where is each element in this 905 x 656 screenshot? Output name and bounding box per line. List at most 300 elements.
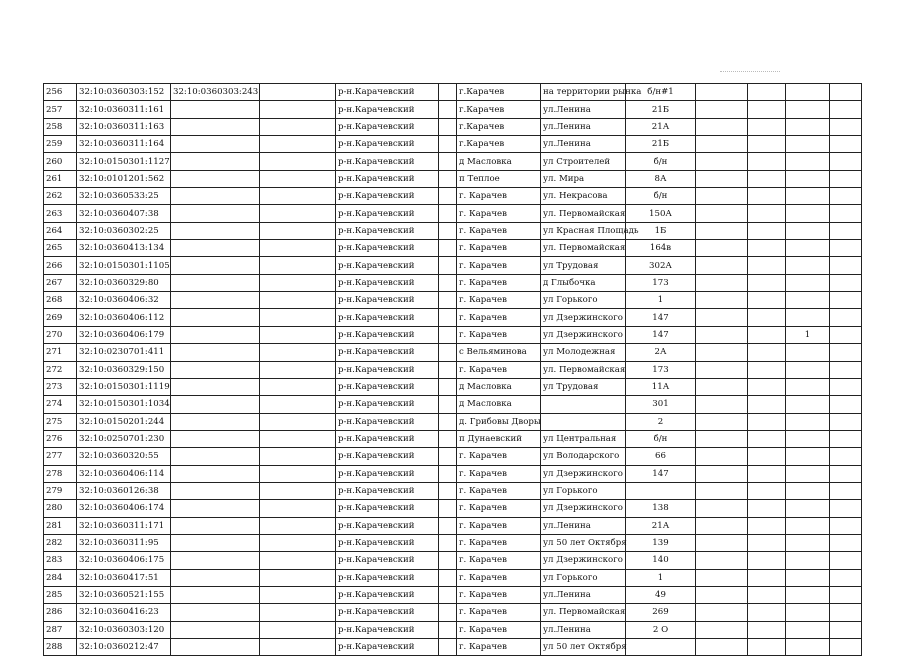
table-row bbox=[44, 517, 862, 534]
count-cell bbox=[786, 621, 830, 638]
empty-cell bbox=[748, 205, 786, 222]
street-cell: ул Володарского bbox=[541, 448, 626, 465]
empty-cell bbox=[748, 101, 786, 118]
house-number-cell: б/н#1 bbox=[626, 84, 696, 101]
table-row bbox=[44, 205, 862, 222]
empty-cell bbox=[748, 136, 786, 153]
row-number-cell: 266 bbox=[44, 257, 77, 274]
empty-cell bbox=[696, 136, 748, 153]
empty-cell bbox=[260, 274, 336, 291]
row-number-cell: 282 bbox=[44, 534, 77, 551]
cadastral-number-cell: 32:10:0360406:112 bbox=[77, 309, 171, 326]
house-number-cell: б/н bbox=[626, 153, 696, 170]
settlement-cell: г. Карачев bbox=[457, 534, 541, 551]
settlement-cell: д Масловка bbox=[457, 396, 541, 413]
table-row bbox=[44, 101, 862, 118]
street-cell: ул.Ленина bbox=[541, 118, 626, 135]
row-number-cell: 258 bbox=[44, 118, 77, 135]
settlement-cell: с Вельяминова bbox=[457, 344, 541, 361]
cadastral-number-cell: 32:10:0230701:411 bbox=[77, 344, 171, 361]
empty-cell bbox=[260, 188, 336, 205]
empty-cell bbox=[830, 465, 862, 482]
empty-cell bbox=[696, 257, 748, 274]
empty-cell bbox=[830, 361, 862, 378]
empty-cell bbox=[696, 604, 748, 621]
empty-cell bbox=[439, 396, 457, 413]
linked-cadastral-number-cell bbox=[171, 292, 260, 309]
count-cell bbox=[786, 274, 830, 291]
house-number-cell: 49 bbox=[626, 586, 696, 603]
district-cell: р-н.Карачевский bbox=[336, 205, 439, 222]
table-row bbox=[44, 552, 862, 569]
row-number-cell: 269 bbox=[44, 309, 77, 326]
cadastral-number-cell: 32:10:0360302:25 bbox=[77, 222, 171, 239]
empty-cell bbox=[696, 465, 748, 482]
empty-cell bbox=[830, 274, 862, 291]
row-number-cell: 278 bbox=[44, 465, 77, 482]
district-cell: р-н.Карачевский bbox=[336, 569, 439, 586]
table-row bbox=[44, 586, 862, 603]
linked-cadastral-number-cell bbox=[171, 396, 260, 413]
district-cell: р-н.Карачевский bbox=[336, 326, 439, 343]
district-cell: р-н.Карачевский bbox=[336, 500, 439, 517]
count-cell bbox=[786, 430, 830, 447]
empty-cell bbox=[830, 136, 862, 153]
cadastral-number-cell: 32:10:0360311:171 bbox=[77, 517, 171, 534]
settlement-cell: г. Карачев bbox=[457, 586, 541, 603]
empty-cell bbox=[830, 292, 862, 309]
count-cell bbox=[786, 500, 830, 517]
empty-cell bbox=[830, 205, 862, 222]
street-cell: ул. Первомайская bbox=[541, 240, 626, 257]
linked-cadastral-number-cell bbox=[171, 586, 260, 603]
empty-cell bbox=[439, 153, 457, 170]
empty-cell bbox=[748, 378, 786, 395]
cadastral-number-cell: 32:10:0360521:155 bbox=[77, 586, 171, 603]
empty-cell bbox=[439, 500, 457, 517]
empty-cell bbox=[830, 621, 862, 638]
empty-cell bbox=[439, 292, 457, 309]
house-number-cell: 269 bbox=[626, 604, 696, 621]
linked-cadastral-number-cell bbox=[171, 170, 260, 187]
row-number-cell: 281 bbox=[44, 517, 77, 534]
empty-cell bbox=[696, 101, 748, 118]
empty-cell bbox=[830, 639, 862, 656]
empty-cell bbox=[260, 361, 336, 378]
empty-cell bbox=[260, 639, 336, 656]
row-number-cell: 277 bbox=[44, 448, 77, 465]
empty-cell bbox=[439, 413, 457, 430]
cadastral-number-cell: 32:10:0360320:55 bbox=[77, 448, 171, 465]
house-number-cell: 147 bbox=[626, 326, 696, 343]
empty-cell bbox=[696, 534, 748, 551]
settlement-cell: г.Карачев bbox=[457, 118, 541, 135]
empty-cell bbox=[260, 153, 336, 170]
empty-cell bbox=[260, 378, 336, 395]
row-number-cell: 272 bbox=[44, 361, 77, 378]
empty-cell bbox=[830, 552, 862, 569]
linked-cadastral-number-cell bbox=[171, 448, 260, 465]
table-row bbox=[44, 500, 862, 517]
cadastral-number-cell: 32:10:0101201:562 bbox=[77, 170, 171, 187]
empty-cell bbox=[439, 205, 457, 222]
cadastral-number-cell: 32:10:0360407:38 bbox=[77, 205, 171, 222]
empty-cell bbox=[439, 240, 457, 257]
house-number-cell: 21А bbox=[626, 118, 696, 135]
cadastral-number-cell: 32:10:0360406:114 bbox=[77, 465, 171, 482]
count-cell bbox=[786, 101, 830, 118]
cadastral-number-cell: 32:10:0150301:1034 bbox=[77, 396, 171, 413]
empty-cell bbox=[439, 378, 457, 395]
linked-cadastral-number-cell bbox=[171, 309, 260, 326]
count-cell: 1 bbox=[786, 326, 830, 343]
row-number-cell: 286 bbox=[44, 604, 77, 621]
cadastral-number-cell: 32:10:0360406:174 bbox=[77, 500, 171, 517]
empty-cell bbox=[830, 413, 862, 430]
street-cell: ул 50 лет Октября bbox=[541, 534, 626, 551]
empty-cell bbox=[696, 621, 748, 638]
empty-cell bbox=[260, 482, 336, 499]
empty-cell bbox=[696, 361, 748, 378]
empty-cell bbox=[260, 430, 336, 447]
count-cell bbox=[786, 465, 830, 482]
count-cell bbox=[786, 84, 830, 101]
table-row bbox=[44, 84, 862, 101]
cadastral-number-cell: 32:10:0360311:163 bbox=[77, 118, 171, 135]
district-cell: р-н.Карачевский bbox=[336, 465, 439, 482]
cadastral-number-cell: 32:10:0360329:150 bbox=[77, 361, 171, 378]
table-row bbox=[44, 448, 862, 465]
street-cell: ул.Ленина bbox=[541, 621, 626, 638]
row-number-cell: 265 bbox=[44, 240, 77, 257]
empty-cell bbox=[260, 240, 336, 257]
table-row bbox=[44, 274, 862, 291]
district-cell: р-н.Карачевский bbox=[336, 222, 439, 239]
empty-cell bbox=[748, 621, 786, 638]
settlement-cell: г. Карачев bbox=[457, 465, 541, 482]
empty-cell bbox=[830, 534, 862, 551]
empty-cell bbox=[696, 84, 748, 101]
empty-cell bbox=[830, 188, 862, 205]
empty-cell bbox=[439, 482, 457, 499]
empty-cell bbox=[439, 448, 457, 465]
empty-cell bbox=[696, 344, 748, 361]
linked-cadastral-number-cell bbox=[171, 136, 260, 153]
settlement-cell: г. Карачев bbox=[457, 639, 541, 656]
count-cell bbox=[786, 448, 830, 465]
street-cell: ул Трудовая bbox=[541, 257, 626, 274]
empty-cell bbox=[439, 136, 457, 153]
row-number-cell: 264 bbox=[44, 222, 77, 239]
empty-cell bbox=[696, 240, 748, 257]
cadastral-number-cell: 32:10:0360416:23 bbox=[77, 604, 171, 621]
empty-cell bbox=[260, 604, 336, 621]
count-cell bbox=[786, 153, 830, 170]
settlement-cell: г. Карачев bbox=[457, 500, 541, 517]
empty-cell bbox=[748, 552, 786, 569]
linked-cadastral-number-cell bbox=[171, 153, 260, 170]
table-row bbox=[44, 396, 862, 413]
house-number-cell: б/н bbox=[626, 188, 696, 205]
district-cell: р-н.Карачевский bbox=[336, 482, 439, 499]
count-cell bbox=[786, 222, 830, 239]
street-cell: ул Дзержинского bbox=[541, 552, 626, 569]
house-number-cell: 147 bbox=[626, 309, 696, 326]
row-number-cell: 273 bbox=[44, 378, 77, 395]
scan-artifact-line bbox=[720, 71, 780, 72]
count-cell bbox=[786, 378, 830, 395]
count-cell bbox=[786, 136, 830, 153]
empty-cell bbox=[439, 344, 457, 361]
empty-cell bbox=[830, 153, 862, 170]
settlement-cell: г. Карачев bbox=[457, 188, 541, 205]
table-row bbox=[44, 413, 862, 430]
empty-cell bbox=[696, 448, 748, 465]
table-row bbox=[44, 309, 862, 326]
table-row bbox=[44, 188, 862, 205]
empty-cell bbox=[748, 309, 786, 326]
street-cell: д Глыбочка bbox=[541, 274, 626, 291]
district-cell: р-н.Карачевский bbox=[336, 240, 439, 257]
table-row bbox=[44, 344, 862, 361]
empty-cell bbox=[696, 188, 748, 205]
cadastral-number-cell: 32:10:0360406:32 bbox=[77, 292, 171, 309]
empty-cell bbox=[748, 292, 786, 309]
empty-cell bbox=[439, 517, 457, 534]
settlement-cell: г.Карачев bbox=[457, 84, 541, 101]
house-number-cell: 140 bbox=[626, 552, 696, 569]
empty-cell bbox=[830, 326, 862, 343]
cadastral-number-cell: 32:10:0360212:47 bbox=[77, 639, 171, 656]
settlement-cell: д. Грибовы Дворы bbox=[457, 413, 541, 430]
empty-cell bbox=[696, 292, 748, 309]
empty-cell bbox=[439, 222, 457, 239]
property-register-table bbox=[43, 83, 862, 656]
count-cell bbox=[786, 569, 830, 586]
empty-cell bbox=[260, 101, 336, 118]
empty-cell bbox=[260, 534, 336, 551]
empty-cell bbox=[260, 517, 336, 534]
district-cell: р-н.Карачевский bbox=[336, 101, 439, 118]
empty-cell bbox=[748, 448, 786, 465]
empty-cell bbox=[439, 639, 457, 656]
empty-cell bbox=[830, 430, 862, 447]
empty-cell bbox=[696, 309, 748, 326]
empty-cell bbox=[260, 621, 336, 638]
empty-cell bbox=[696, 274, 748, 291]
empty-cell bbox=[748, 222, 786, 239]
empty-cell bbox=[439, 170, 457, 187]
empty-cell bbox=[696, 482, 748, 499]
settlement-cell: г. Карачев bbox=[457, 309, 541, 326]
count-cell bbox=[786, 188, 830, 205]
street-cell bbox=[541, 413, 626, 430]
linked-cadastral-number-cell bbox=[171, 413, 260, 430]
house-number-cell: 150А bbox=[626, 205, 696, 222]
district-cell: р-н.Карачевский bbox=[336, 586, 439, 603]
table-body bbox=[44, 84, 862, 656]
empty-cell bbox=[439, 586, 457, 603]
empty-cell bbox=[830, 240, 862, 257]
empty-cell bbox=[260, 413, 336, 430]
empty-cell bbox=[830, 170, 862, 187]
table-row bbox=[44, 136, 862, 153]
street-cell: на территории рынка bbox=[541, 84, 626, 101]
empty-cell bbox=[439, 534, 457, 551]
linked-cadastral-number-cell bbox=[171, 188, 260, 205]
row-number-cell: 259 bbox=[44, 136, 77, 153]
settlement-cell: г. Карачев bbox=[457, 448, 541, 465]
row-number-cell: 271 bbox=[44, 344, 77, 361]
empty-cell bbox=[748, 326, 786, 343]
linked-cadastral-number-cell bbox=[171, 222, 260, 239]
row-number-cell: 270 bbox=[44, 326, 77, 343]
empty-cell bbox=[748, 639, 786, 656]
linked-cadastral-number-cell bbox=[171, 205, 260, 222]
district-cell: р-н.Карачевский bbox=[336, 552, 439, 569]
empty-cell bbox=[439, 84, 457, 101]
cadastral-number-cell: 32:10:0150301:1119 bbox=[77, 378, 171, 395]
empty-cell bbox=[696, 205, 748, 222]
count-cell bbox=[786, 170, 830, 187]
empty-cell bbox=[696, 170, 748, 187]
cadastral-number-cell: 32:10:0360413:134 bbox=[77, 240, 171, 257]
row-number-cell: 288 bbox=[44, 639, 77, 656]
settlement-cell: г. Карачев bbox=[457, 621, 541, 638]
empty-cell bbox=[830, 344, 862, 361]
table-row bbox=[44, 378, 862, 395]
house-number-cell: 2 bbox=[626, 413, 696, 430]
empty-cell bbox=[696, 396, 748, 413]
count-cell bbox=[786, 292, 830, 309]
settlement-cell: г. Карачев bbox=[457, 222, 541, 239]
house-number-cell: 21А bbox=[626, 517, 696, 534]
empty-cell bbox=[830, 569, 862, 586]
settlement-cell: г. Карачев bbox=[457, 326, 541, 343]
settlement-cell: г.Карачев bbox=[457, 101, 541, 118]
empty-cell bbox=[696, 378, 748, 395]
empty-cell bbox=[830, 396, 862, 413]
house-number-cell: 164в bbox=[626, 240, 696, 257]
row-number-cell: 257 bbox=[44, 101, 77, 118]
empty-cell bbox=[439, 361, 457, 378]
street-cell: ул Трудовая bbox=[541, 378, 626, 395]
empty-cell bbox=[830, 309, 862, 326]
empty-cell bbox=[439, 309, 457, 326]
house-number-cell: 66 bbox=[626, 448, 696, 465]
cadastral-number-cell: 32:10:0150301:1127 bbox=[77, 153, 171, 170]
cadastral-number-cell: 32:10:0360311:164 bbox=[77, 136, 171, 153]
empty-cell bbox=[696, 413, 748, 430]
linked-cadastral-number-cell bbox=[171, 639, 260, 656]
row-number-cell: 263 bbox=[44, 205, 77, 222]
district-cell: р-н.Карачевский bbox=[336, 430, 439, 447]
house-number-cell: 8А bbox=[626, 170, 696, 187]
house-number-cell: 147 bbox=[626, 465, 696, 482]
row-number-cell: 284 bbox=[44, 569, 77, 586]
linked-cadastral-number-cell bbox=[171, 621, 260, 638]
count-cell bbox=[786, 257, 830, 274]
empty-cell bbox=[830, 482, 862, 499]
street-cell: ул. Некрасова bbox=[541, 188, 626, 205]
cadastral-number-cell: 32:10:0360303:120 bbox=[77, 621, 171, 638]
count-cell bbox=[786, 396, 830, 413]
district-cell: р-н.Карачевский bbox=[336, 361, 439, 378]
row-number-cell: 256 bbox=[44, 84, 77, 101]
empty-cell bbox=[748, 257, 786, 274]
house-number-cell: 21Б bbox=[626, 136, 696, 153]
cadastral-number-cell: 32:10:0360311:161 bbox=[77, 101, 171, 118]
house-number-cell: 301 bbox=[626, 396, 696, 413]
row-number-cell: 262 bbox=[44, 188, 77, 205]
house-number-cell: 21Б bbox=[626, 101, 696, 118]
empty-cell bbox=[696, 569, 748, 586]
house-number-cell: 1 bbox=[626, 569, 696, 586]
empty-cell bbox=[260, 396, 336, 413]
street-cell: ул.Ленина bbox=[541, 136, 626, 153]
empty-cell bbox=[748, 188, 786, 205]
street-cell: ул. Первомайская bbox=[541, 205, 626, 222]
empty-cell bbox=[748, 84, 786, 101]
empty-cell bbox=[830, 257, 862, 274]
settlement-cell: п Теплое bbox=[457, 170, 541, 187]
empty-cell bbox=[260, 205, 336, 222]
district-cell: р-н.Карачевский bbox=[336, 188, 439, 205]
count-cell bbox=[786, 517, 830, 534]
settlement-cell: г. Карачев bbox=[457, 240, 541, 257]
house-number-cell: б/н bbox=[626, 430, 696, 447]
cadastral-number-cell: 32:10:0360126:38 bbox=[77, 482, 171, 499]
linked-cadastral-number-cell bbox=[171, 274, 260, 291]
table-row bbox=[44, 153, 862, 170]
count-cell bbox=[786, 639, 830, 656]
empty-cell bbox=[696, 118, 748, 135]
linked-cadastral-number-cell bbox=[171, 101, 260, 118]
street-cell: ул Горького bbox=[541, 482, 626, 499]
street-cell: ул. Первомайская bbox=[541, 604, 626, 621]
empty-cell bbox=[439, 604, 457, 621]
district-cell: р-н.Карачевский bbox=[336, 136, 439, 153]
street-cell: ул 50 лет Октября bbox=[541, 639, 626, 656]
count-cell bbox=[786, 309, 830, 326]
table-row bbox=[44, 569, 862, 586]
empty-cell bbox=[439, 326, 457, 343]
count-cell bbox=[786, 586, 830, 603]
street-cell: ул Дзержинского bbox=[541, 465, 626, 482]
count-cell bbox=[786, 604, 830, 621]
street-cell: ул Дзержинского bbox=[541, 309, 626, 326]
linked-cadastral-number-cell bbox=[171, 534, 260, 551]
street-cell: ул.Ленина bbox=[541, 101, 626, 118]
empty-cell bbox=[439, 257, 457, 274]
linked-cadastral-number-cell bbox=[171, 465, 260, 482]
table-row bbox=[44, 465, 862, 482]
district-cell: р-н.Карачевский bbox=[336, 413, 439, 430]
row-number-cell: 260 bbox=[44, 153, 77, 170]
linked-cadastral-number-cell bbox=[171, 500, 260, 517]
district-cell: р-н.Карачевский bbox=[336, 118, 439, 135]
house-number-cell: 302А bbox=[626, 257, 696, 274]
empty-cell bbox=[748, 430, 786, 447]
table-row bbox=[44, 222, 862, 239]
empty-cell bbox=[696, 430, 748, 447]
linked-cadastral-number-cell bbox=[171, 378, 260, 395]
settlement-cell: г. Карачев bbox=[457, 274, 541, 291]
empty-cell bbox=[260, 586, 336, 603]
empty-cell bbox=[260, 136, 336, 153]
row-number-cell: 268 bbox=[44, 292, 77, 309]
house-number-cell: 173 bbox=[626, 274, 696, 291]
